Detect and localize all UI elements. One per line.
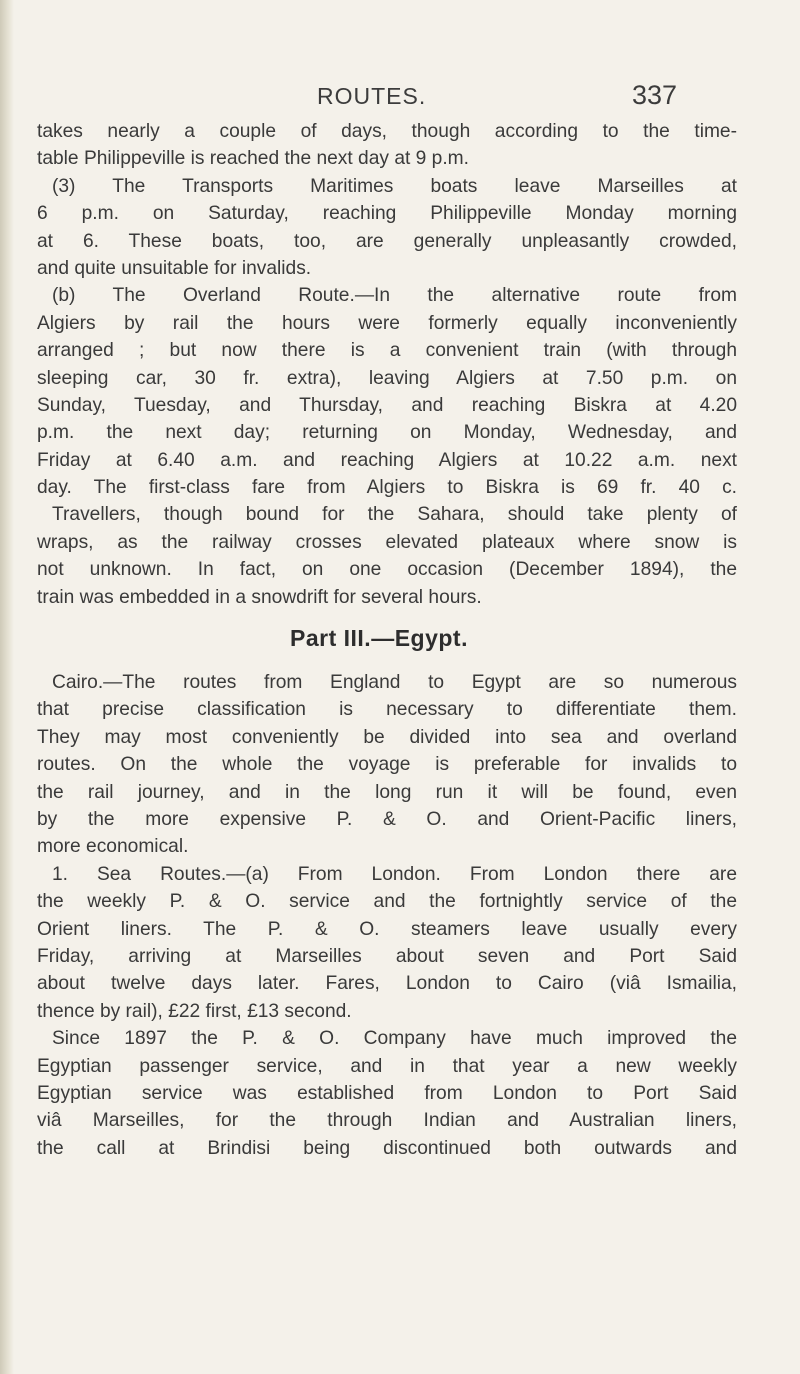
running-head-title: ROUTES. xyxy=(317,83,427,109)
text-line: routes. On the whole the voyage is preferable for invalids to xyxy=(37,754,737,776)
text-line: that precise classification is necessary to differentiate them. xyxy=(37,699,737,721)
text-line: Since 1897 the P. & O. Company have much improved the xyxy=(52,1028,737,1050)
text-line: thence by rail), £22 first, £13 second. xyxy=(37,1000,352,1022)
text-line: 6 p.m. on Saturday, reaching Philippeville Monday morning xyxy=(37,203,737,225)
text-line: the rail journey, and in the long run it will be found, even xyxy=(37,781,737,803)
page-number: 337 xyxy=(632,80,678,110)
text-line: Cairo.—The routes from England to Egypt are so numerous xyxy=(52,672,737,694)
text-line: Algiers by rail the hours were formerly equally inconveniently xyxy=(37,312,737,334)
text-line: takes nearly a couple of days, though according to the time- xyxy=(37,121,737,142)
text-line: at 6. These boats, too, are generally unpleasantly crowded, xyxy=(37,230,737,252)
text-line: table Philippeville is reached the next day at 9 p.m. xyxy=(37,148,469,170)
text-line: Travellers, though bound for the Sahara, should take plenty of xyxy=(52,504,737,526)
text-line: viâ Marseilles, for the through Indian and Australian liners, xyxy=(37,1110,737,1132)
text-line: not unknown. In fact, on one occasion (December 1894), the xyxy=(37,559,737,581)
text-line: the call at Brindisi being discontinued both outwards and xyxy=(37,1137,737,1159)
text-line: 1. Sea Routes.—(a) From London. From London there are xyxy=(52,863,737,885)
text-line: day. The first-class fare from Algiers to Biskra is 69 fr. 40 c. xyxy=(37,477,737,499)
paragraph-egypt-routes xyxy=(37,669,737,1162)
text-line: Friday, arriving at Marseilles about seven and Port Said xyxy=(37,945,737,967)
text-line: train was embedded in a snowdrift for several hours. xyxy=(37,586,482,608)
text-line: Sunday, Tuesday, and Thursday, and reaching Biskra at 4.20 xyxy=(37,394,737,416)
text-line: by the more expensive P. & O. and Orient-Pacific liners, xyxy=(37,808,737,830)
text-line: wraps, as the railway crosses elevated plateaux where snow is xyxy=(37,531,737,553)
text-line: arranged ; but now there is a convenient train (with through xyxy=(37,340,737,362)
part-heading: Part III.—Egypt. xyxy=(290,625,468,652)
part-heading-block xyxy=(37,611,737,669)
text-line: and quite unsuitable for invalids. xyxy=(37,257,312,279)
text-line: the weekly P. & O. service and the fortnightly service of the xyxy=(37,891,737,913)
body-text xyxy=(37,118,737,1162)
text-line: Orient liners. The P. & O. steamers leave usually every xyxy=(37,918,737,940)
text-line: Friday at 6.40 a.m. and reaching Algiers at 10.22 a.m. next xyxy=(37,449,737,471)
text-line: more economical. xyxy=(37,836,189,858)
text-line: p.m. the next day; returning on Monday, Wednesday, and xyxy=(37,422,737,444)
text-line: about twelve days later. Fares, London to Cairo (viâ Ismailia, xyxy=(37,973,737,995)
paragraph-algeria-routes xyxy=(37,118,737,611)
text-line: (b) The Overland Route.—In the alternative route from xyxy=(52,285,737,307)
text-line: (3) The Transports Maritimes boats leave Marseilles at xyxy=(52,175,737,197)
text-line: They may most conveniently be divided into sea and overland xyxy=(37,726,737,748)
text-line: Egyptian passenger service, and in that year a new weekly xyxy=(37,1055,737,1077)
text-line: Egyptian service was established from London to Port Said xyxy=(37,1082,737,1104)
running-head xyxy=(0,80,800,113)
text-line: sleeping car, 30 fr. extra), leaving Algiers at 7.50 p.m. on xyxy=(37,367,737,389)
